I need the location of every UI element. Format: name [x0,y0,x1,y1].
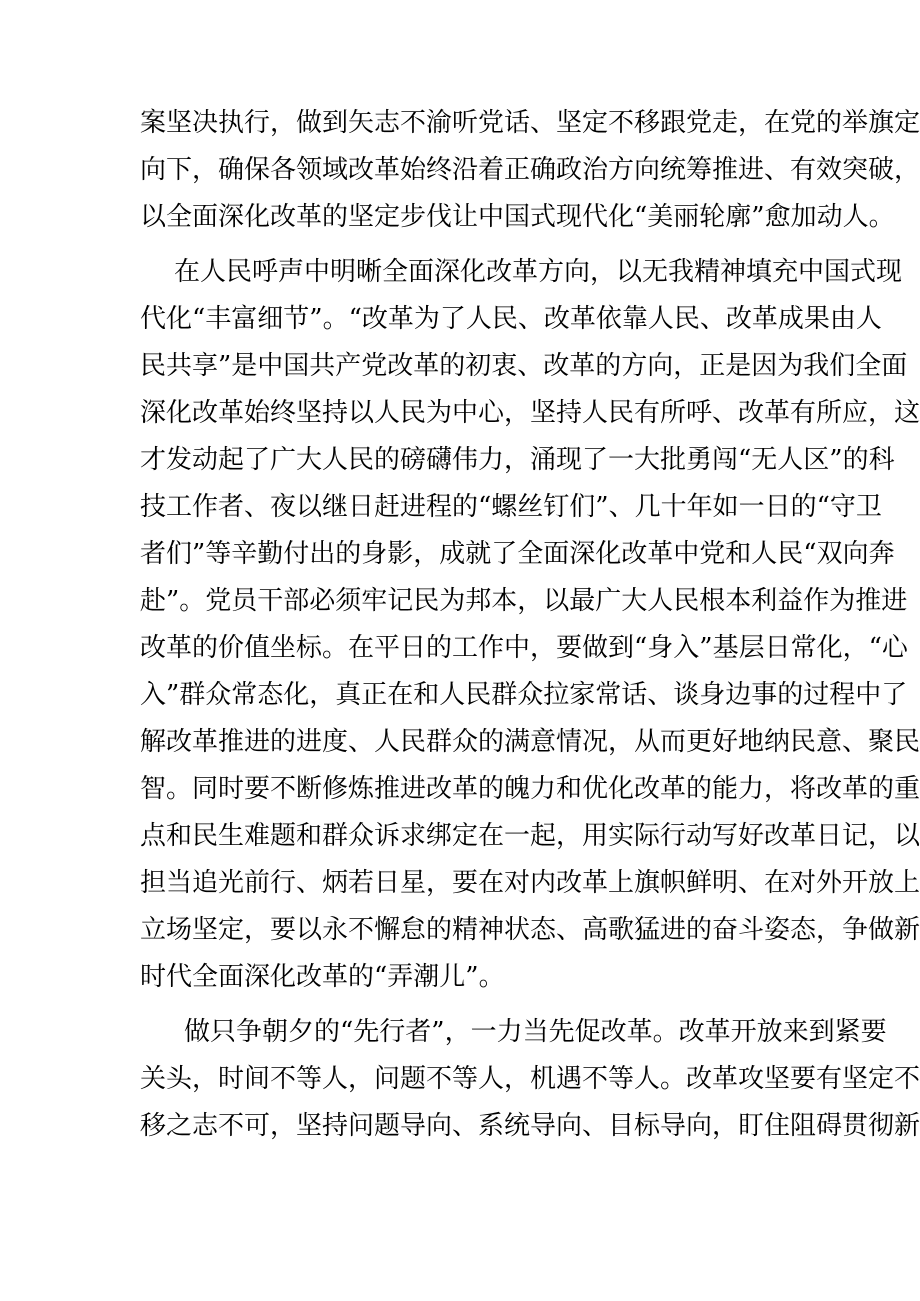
text-line: 关头，时间不等人，问题不等人，机遇不等人。改革攻坚要有坚定不 [140,1064,920,1094]
text-line: 时代全面深化改革的“弄潮儿”。 [140,962,505,992]
text-line: 改革的价值坐标。在平日的工作中，要做到“身入”基层日常化，“心 [140,633,908,663]
text-line: 在人民呼声中明晰全面深化改革方向，以无我精神填充中国式现 [174,257,903,287]
text-line: 解改革推进的进度、人民群众的满意情况，从而更好地纳民意、聚民 [140,727,920,757]
document-page [140,100,920,1150]
paragraph-gap [140,1001,785,1009]
text-line: 赴”。党员干部必须牢记民为邦本，以最广大人民根本利益作为推进 [140,586,908,616]
text-line: 代化“丰富细节”。“改革为了人民、改革依靠人民、改革成果由人 [140,304,882,334]
text-line: 以全面深化改革的坚定步伐让中国式现代化“美丽轮廓”愈加动人。 [140,202,895,232]
paragraph-gap [140,241,785,249]
text-line: 入”群众常态化，真正在和人民群众拉家常话、谈身边事的过程中了 [140,680,908,710]
text-line: 立场坚定，要以永不懈怠的精神状态、高歌猛进的奋斗姿态，争做新 [140,915,920,945]
text-line: 案坚决执行，做到矢志不渝听党话、坚定不移跟党走，在党的举旗定 [140,108,920,138]
text-line: 者们”等辛勤付出的身影，成就了全面深化改革中党和人民“双向奔 [140,539,895,569]
text-line: 深化改革始终坚持以人民为中心，坚持人民有所呼、改革有所应，这 [140,398,920,428]
text-line: 向下，确保各领域改革始终沿着正确政治方向统筹推进、有效突破， [140,155,920,185]
text-line: 民共享”是中国共产党改革的初衷、改革的方向，正是因为我们全面 [140,351,908,381]
text-line: 点和民生难题和群众诉求绑定在一起，用实际行动写好改革日记，以 [140,821,920,851]
text-line: 才发动起了广大人民的磅礴伟力，涌现了一大批勇闯“无人区”的科 [140,445,895,475]
text-line: 担当追光前行、炳若日星，要在对内改革上旗帜鲜明、在对外开放上 [140,868,920,898]
text-line: 做只争朝夕的“先行者”，一力当先促改革。改革开放来到紧要 [184,1017,887,1047]
text-line: 移之志不可，坚持问题导向、系统导向、目标导向，盯住阻碍贯彻新 [140,1111,920,1141]
text-line: 智。同时要不断修炼推进改革的魄力和优化改革的能力，将改革的重 [140,774,920,804]
text-line: 技工作者、夜以继日赶进程的“螺丝钉们”、几十年如一日的“守卫 [140,492,882,522]
